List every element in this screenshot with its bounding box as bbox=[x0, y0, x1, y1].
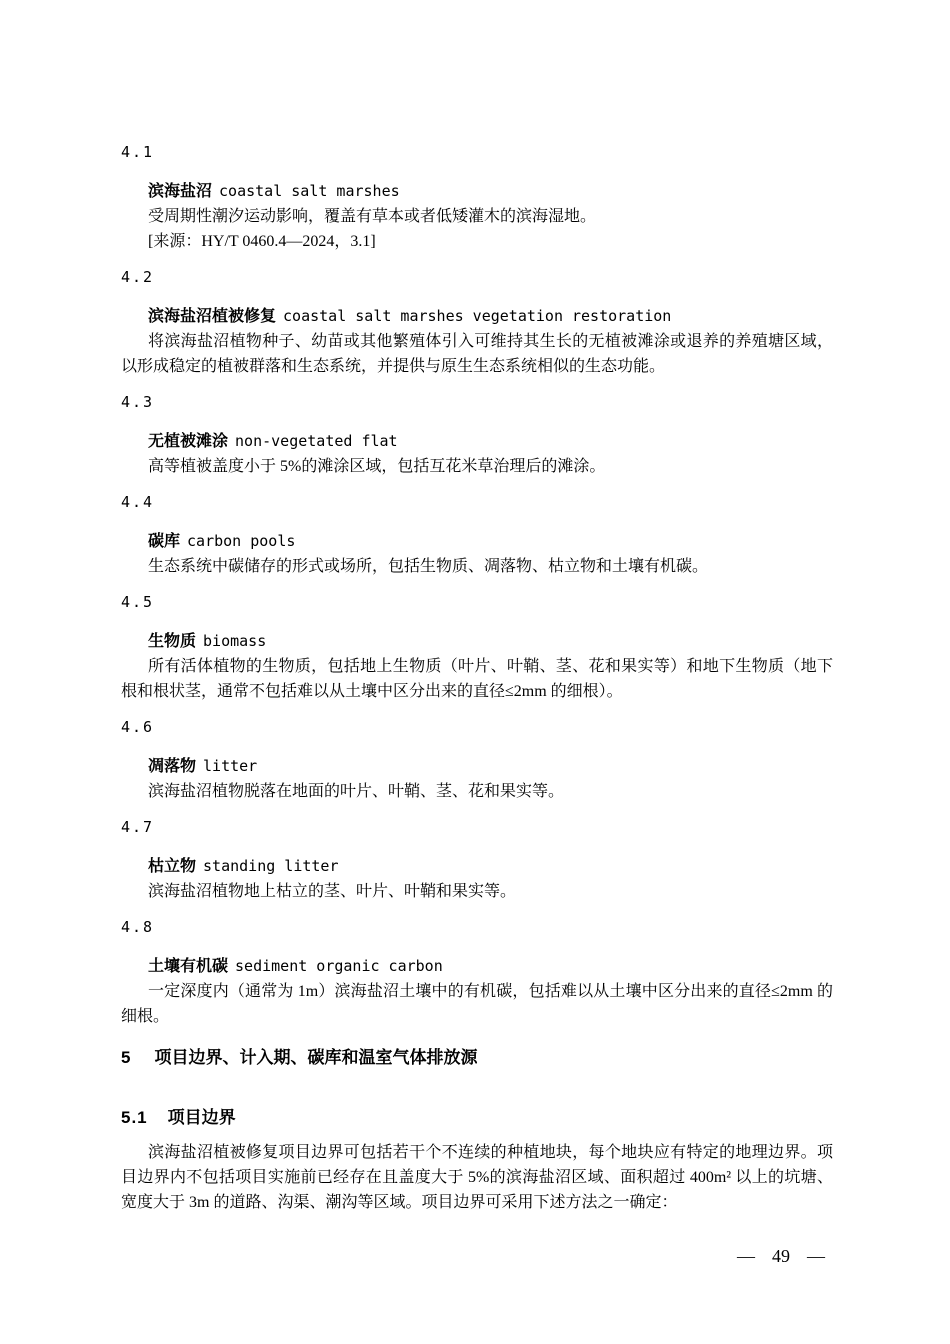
term-line bbox=[121, 754, 833, 779]
term-zh: 无植被滩涂 bbox=[148, 433, 229, 450]
clause-number: 4.4 bbox=[121, 493, 155, 511]
section-5-heading bbox=[121, 1045, 833, 1071]
definition-text: 所有活体植物的生物质，包括地上生物质（叶片、叶鞘、茎、花和果实等）和地下生物质（地下根和根状茎，通常不包括难以从土壤中区分出来的直径≤2mm 的细根）。 bbox=[121, 658, 833, 700]
clause-number: 4.5 bbox=[121, 593, 155, 611]
term-zh: 滨海盐沼植被修复 bbox=[148, 308, 277, 325]
definition-item-4-6 bbox=[121, 715, 833, 804]
term-zh: 滨海盐沼 bbox=[148, 183, 213, 200]
term-en: litter bbox=[203, 757, 258, 775]
definition-text: 一定深度内（通常为 1m）滨海盐沼土壤中的有机碳，包括难以从土壤中区分出来的直径≤2mm 的细根。 bbox=[121, 983, 833, 1025]
clause-number: 4.7 bbox=[121, 818, 155, 836]
definition-text: 受周期性潮汐运动影响，覆盖有草本或者低矮灌木的滨海湿地。 bbox=[148, 208, 597, 225]
clause-number: 4.1 bbox=[121, 143, 155, 161]
clause-number: 4.2 bbox=[121, 268, 155, 286]
clause-number: 4.3 bbox=[121, 393, 155, 411]
definition-item-4-5 bbox=[121, 590, 833, 704]
definition-item-4-1 bbox=[121, 140, 833, 254]
clause-number: 4.6 bbox=[121, 718, 155, 736]
term-zh: 土壤有机碳 bbox=[148, 958, 229, 975]
term-zh: 生物质 bbox=[148, 633, 197, 650]
term-en: sediment organic carbon bbox=[235, 957, 443, 975]
definition-item-4-8 bbox=[121, 915, 833, 1029]
footer-left-dash: — bbox=[737, 1246, 755, 1266]
term-en: biomass bbox=[203, 632, 267, 650]
page-content bbox=[121, 140, 833, 1215]
section-number: 5.1 bbox=[121, 1108, 148, 1127]
definition-item-4-4 bbox=[121, 490, 833, 579]
term-en: coastal salt marshes vegetation restoration bbox=[283, 307, 672, 325]
term-line bbox=[121, 179, 833, 204]
term-line bbox=[121, 854, 833, 879]
term-line bbox=[121, 529, 833, 554]
definition-text: 滨海盐沼植物地上枯立的茎、叶片、叶鞘和果实等。 bbox=[148, 883, 517, 900]
footer-right-dash: — bbox=[807, 1246, 825, 1266]
section-5-1-heading bbox=[121, 1105, 833, 1131]
term-zh: 碳库 bbox=[148, 533, 181, 550]
term-line bbox=[121, 429, 833, 454]
definition-item-4-3 bbox=[121, 390, 833, 479]
term-en: standing litter bbox=[203, 857, 339, 875]
term-zh: 枯立物 bbox=[148, 858, 197, 875]
definition-text: 生态系统中碳储存的形式或场所，包括生物质、凋落物、枯立物和土壤有机碳。 bbox=[148, 558, 709, 575]
definition-item-4-7 bbox=[121, 815, 833, 904]
page-number: 49 bbox=[772, 1246, 790, 1266]
source-reference: [来源：HY/T 0460.4—2024，3.1] bbox=[148, 233, 376, 250]
term-line bbox=[121, 629, 833, 654]
definition-text: 滨海盐沼植物脱落在地面的叶片、叶鞘、茎、花和果实等。 bbox=[148, 783, 565, 800]
page-footer bbox=[737, 1245, 825, 1267]
definition-text: 将滨海盐沼植物种子、幼苗或其他繁殖体引入可维持其生长的无植被滩涂或退养的养殖塘区域，以形成稳定的植被群落和生态系统，并提供与原生生态系统相似的生态功能。 bbox=[121, 333, 833, 375]
definition-text: 高等植被盖度小于 5%的滩涂区域，包括互花米草治理后的滩涂。 bbox=[148, 458, 606, 475]
term-line bbox=[121, 304, 833, 329]
term-en: non-vegetated flat bbox=[235, 432, 398, 450]
section-number: 5 bbox=[121, 1048, 132, 1067]
section-title: 项目边界、计入期、碳库和温室气体排放源 bbox=[154, 1048, 478, 1067]
section-title: 项目边界 bbox=[167, 1108, 236, 1127]
term-line bbox=[121, 954, 833, 979]
section-5-1-paragraph: 滨海盐沼植被修复项目边界可包括若干个不连续的种植地块，每个地块应有特定的地理边界。项目边界内不包括项目实施前已经存在且盖度大于 5%的滨海盐沼区域、面积超过 400m² 以上的坑塘、宽度大于 3m 的道路、沟渠、潮沟等区域。项目边界可采用下述方法之一确定： bbox=[121, 1144, 833, 1211]
clause-number: 4.8 bbox=[121, 918, 155, 936]
term-en: carbon pools bbox=[187, 532, 296, 550]
term-zh: 凋落物 bbox=[148, 758, 197, 775]
definition-item-4-2 bbox=[121, 265, 833, 379]
term-en: coastal salt marshes bbox=[219, 182, 400, 200]
